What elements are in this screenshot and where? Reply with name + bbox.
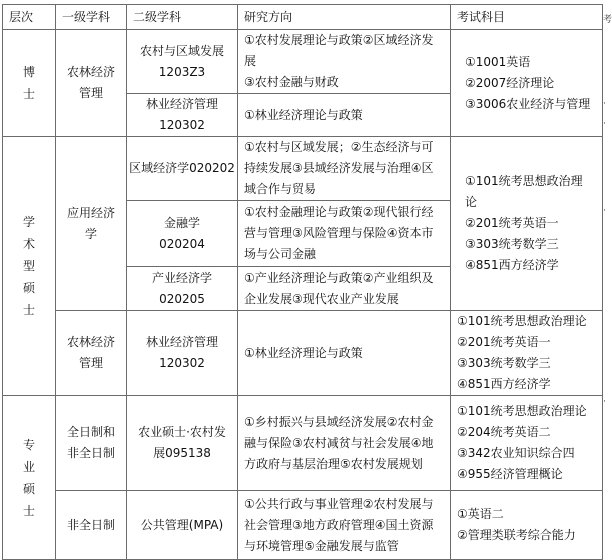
first-discipline-cell: 农林经济 管理: [56, 311, 127, 396]
exam-subjects-cell: ①101统考思想政治理论 ②201统考英语一 ③303统考数学三 ④851西方经济学: [451, 311, 603, 396]
edge-fragment: ·: [603, 206, 606, 216]
exam-subjects-cell: ①英语二 ②管理类联考综合能力: [451, 491, 603, 560]
level-cell-zhuanye: 专 业 硕 士: [3, 396, 56, 560]
exam-subjects-cell: ①101统考思想政治理论 ②204统考英语二 ③342农业知识综合四 ④955经济管理概论: [451, 396, 603, 491]
table-row: [3, 30, 603, 94]
table-row: [3, 137, 603, 201]
research-direction-cell: ①公共行政与事业管理②农村发展与 社会管理③地方政府管理④国土资源 与环境管理⑤金融发展与监管: [238, 491, 451, 560]
second-discipline-cell: 金融学 020204: [127, 201, 238, 267]
second-discipline-cell: 产业经济学 020205: [127, 267, 238, 311]
first-discipline-cell: 全日制和 非全日制: [56, 396, 127, 491]
research-direction-cell: ①农村金融理论与政策②现代银行经 营与管理③风险管理与保险④资本市 场与公司金融: [238, 201, 451, 267]
exam-subjects-cell: ①1001英语 ②2007经济理论 ③3006农业经济与管理: [451, 30, 603, 137]
research-direction-cell: ①农村与区域发展；②生态经济与可 持续发展③县域经济发展与治理④区 域合作与贸易: [238, 137, 451, 201]
header-level: 层次: [3, 5, 56, 30]
edge-fragment: ·: [603, 397, 606, 407]
table-row: [3, 491, 603, 560]
research-direction-cell: ①乡村振兴与县域经济发展②农村金 融与保险③农村减贫与社会发展④地 方政府与基层治理⑤农村发展规划: [238, 396, 451, 491]
table-row: [3, 311, 603, 396]
header-row: [3, 5, 603, 30]
header-second-discipline: 二级学科: [127, 5, 238, 30]
second-discipline-cell: 区域经济学020202: [127, 137, 238, 201]
second-discipline-cell: 农业硕士·农村发 展095138: [127, 396, 238, 491]
second-discipline-cell: 林业经济管理 120302: [127, 94, 238, 137]
research-direction-cell: ①林业经济理论与政策: [238, 311, 451, 396]
table-row: [3, 396, 603, 491]
edge-fragment: ·: [603, 99, 606, 109]
second-discipline-cell: 农村与区域发展 1203Z3: [127, 30, 238, 94]
level-cell-xueshu: 学 术 型 硕 士: [3, 137, 56, 396]
header-exam-subjects: 考试科目: [451, 5, 603, 30]
header-first-discipline: 一级学科: [56, 5, 127, 30]
second-discipline-cell: 林业经济管理 120302: [127, 311, 238, 396]
exam-subjects-cell: ①101统考思想政治理 论 ②201统考英语一 ③303统考数学三 ④851西方经济学: [451, 137, 603, 311]
second-discipline-cell: 公共管理(MPA): [127, 491, 238, 560]
first-discipline-cell: 应用经济 学: [56, 137, 127, 311]
research-direction-cell: ①林业经济理论与政策: [238, 94, 451, 137]
level-cell-boshi: 博 士: [3, 30, 56, 137]
first-discipline-cell: 农林经济 管理: [56, 30, 127, 137]
research-direction-cell: ①产业经济理论与政策②产业组织及 企业发展③现代农业产业发展: [238, 267, 451, 311]
program-table: [2, 4, 603, 560]
edge-fragment: ·: [603, 119, 606, 129]
research-direction-cell: ①农村发展理论与政策②区域经济发 展 ③农村金融与财政: [238, 30, 451, 94]
first-discipline-cell: 非全日制: [56, 491, 127, 560]
edge-fragment: 考: [603, 15, 612, 25]
header-research-direction: 研究方向: [238, 5, 451, 30]
